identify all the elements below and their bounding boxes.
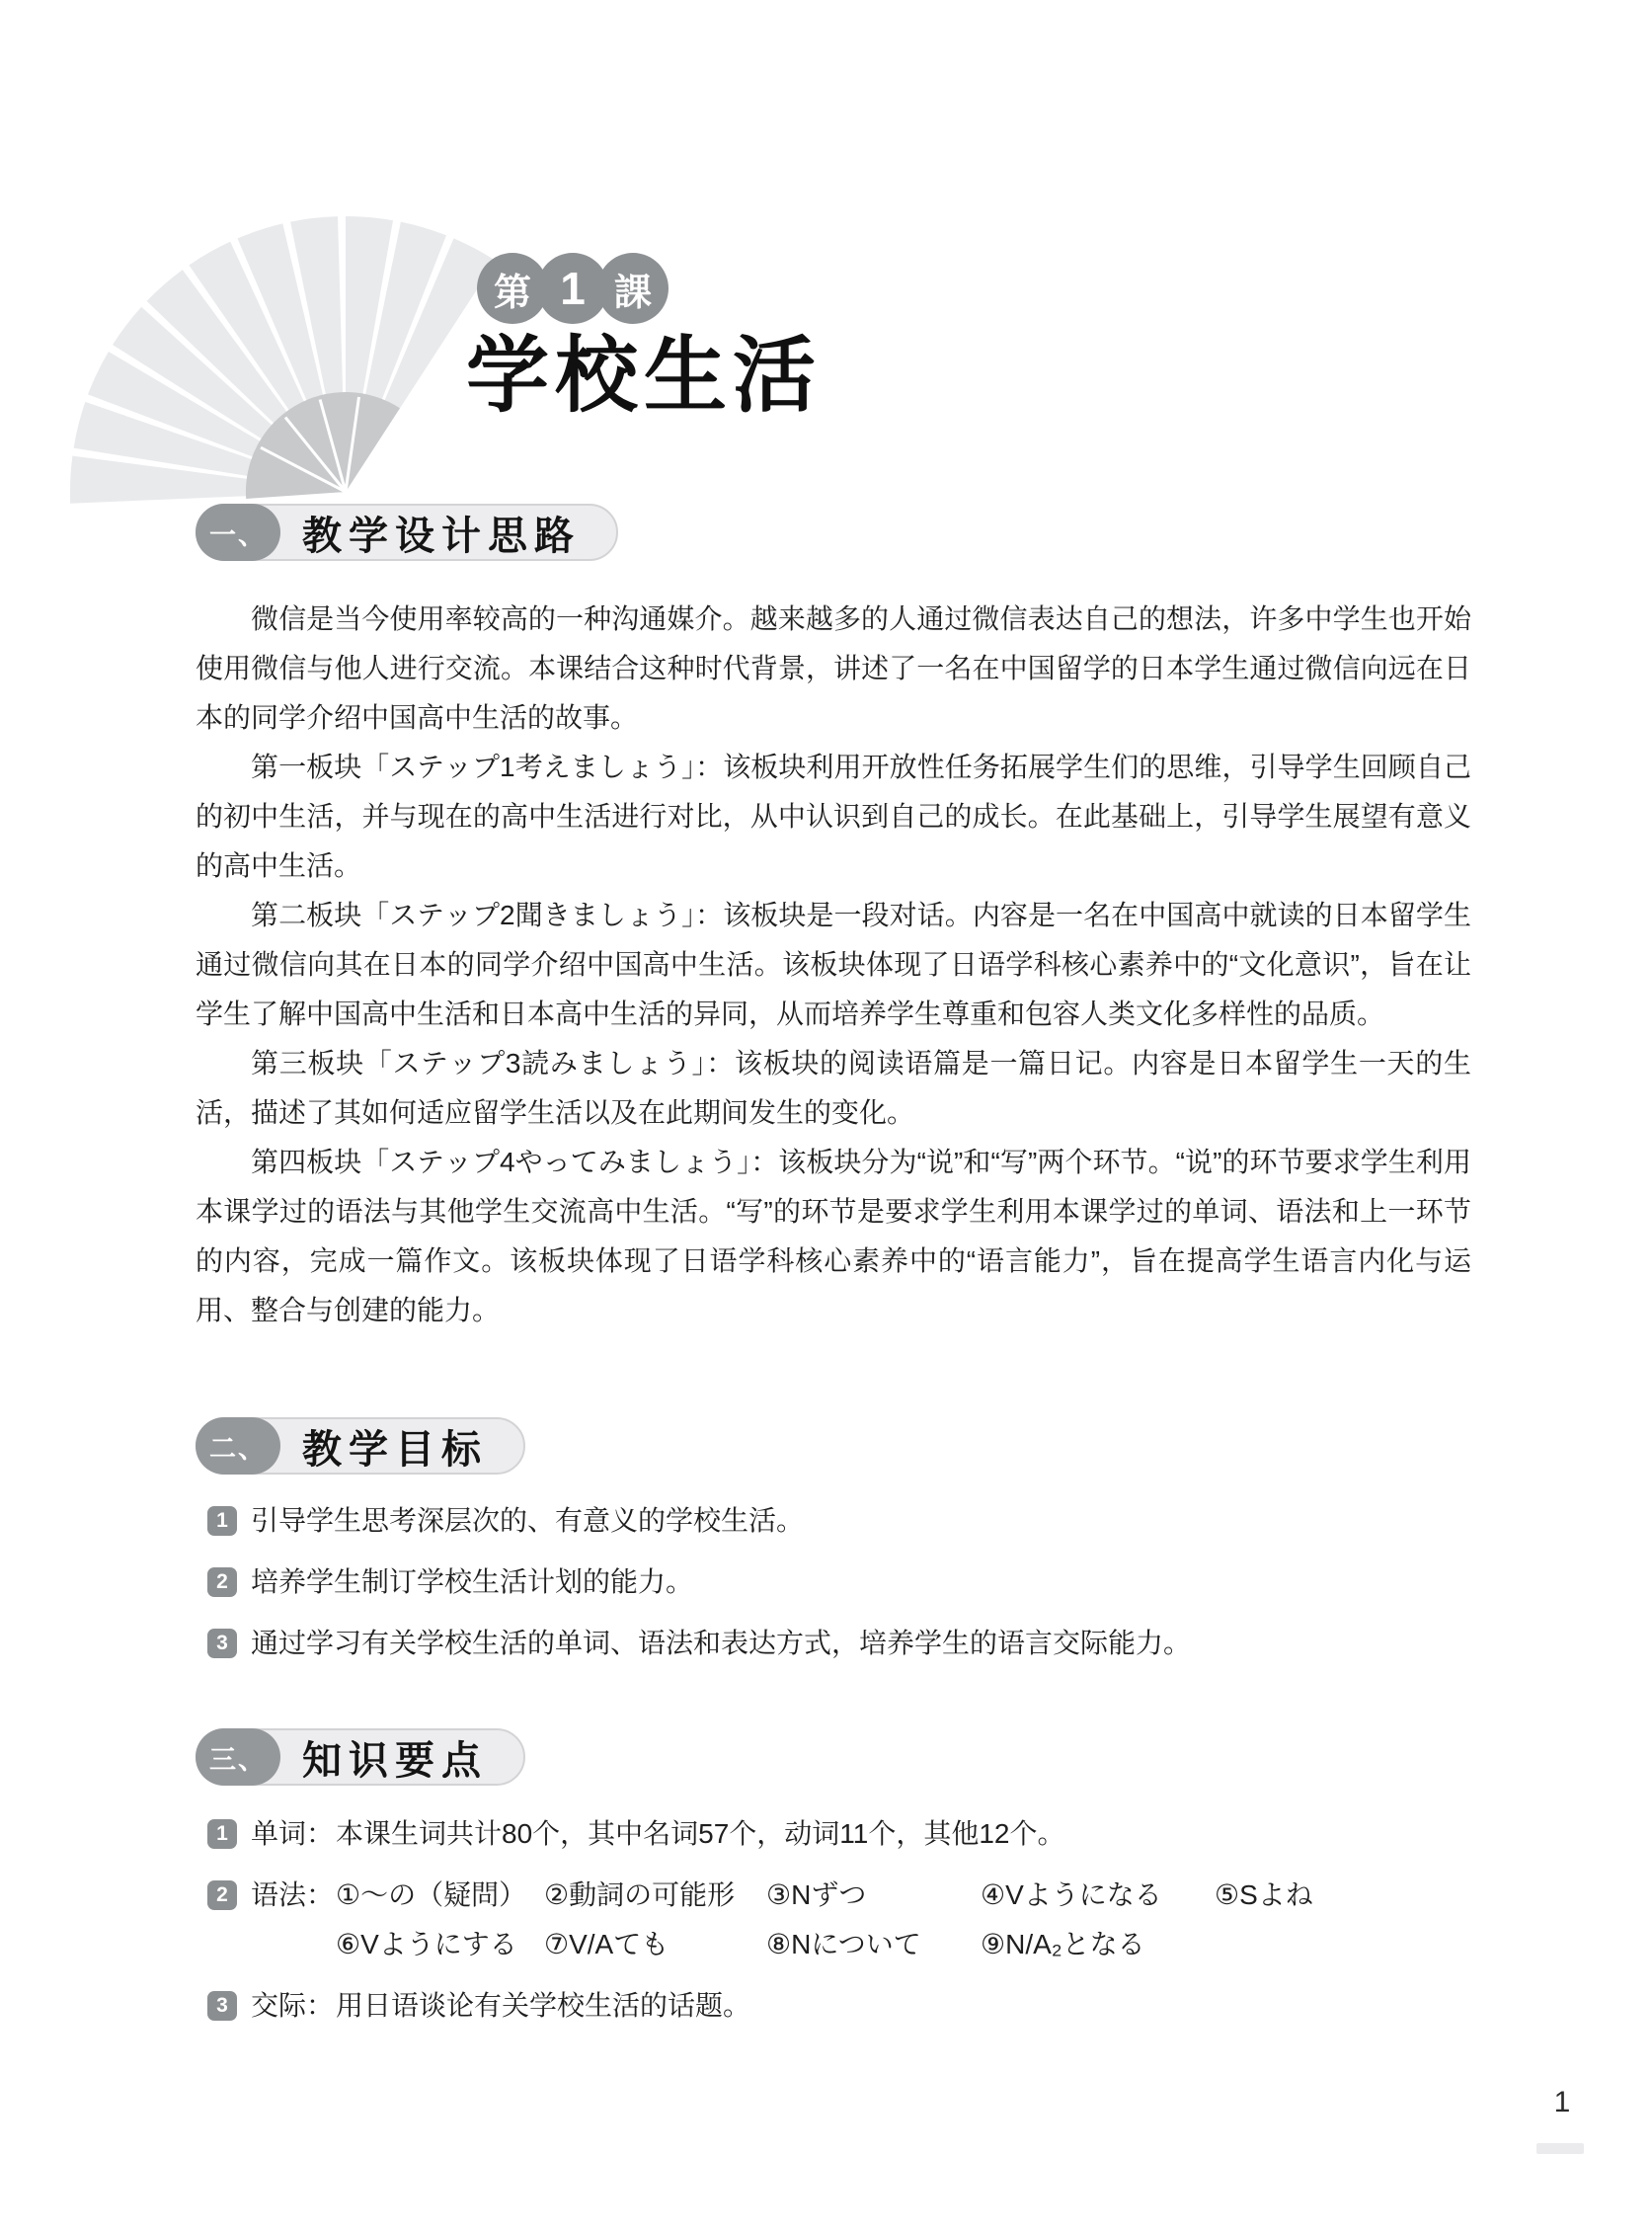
item-number-badge: 3 bbox=[207, 1629, 237, 1658]
paragraph: 第一板块「ステップ1考えましょう」：该板块利用开放性任务拓展学生们的思维，引导学生回顾自己的初中生活，并与现在的高中生活进行对比，从中认识到自己的成长。在此基础上，引导学生展望有意义的高中生活。 bbox=[196, 752, 1471, 881]
knowledge-list bbox=[196, 1809, 1471, 2031]
grammar-point: ④Vようになる bbox=[981, 1879, 1162, 1910]
knowledge-item-communication bbox=[196, 1981, 1471, 2031]
section-title: 教学目标 bbox=[302, 1427, 488, 1472]
objective-text: 通过学习有关学校生活的单词、语法和表达方式，培养学生的语言交际能力。 bbox=[251, 1628, 1192, 1658]
paragraph: 第三板块「ステップ3読みましょう」：该板块的阅读语篇是一篇日记。内容是日本留学生一天的生活，描述了其如何适应留学生活以及在此期间发生的变化。 bbox=[196, 1048, 1471, 1128]
section-number-badge: 一、 bbox=[196, 504, 280, 561]
lesson-badge-circle: 1 bbox=[537, 253, 608, 324]
section-header-knowledge bbox=[196, 1728, 525, 1786]
objective-text: 引导学生思考深层次的、有意义的学校生活。 bbox=[251, 1505, 805, 1536]
objective-text: 培养学生制订学校生活计划的能力。 bbox=[251, 1566, 694, 1597]
section-number-badge: 二、 bbox=[196, 1417, 280, 1475]
section-number-badge: 三、 bbox=[196, 1728, 280, 1786]
knowledge-item-words bbox=[196, 1809, 1471, 1859]
knowledge-item-text: 本课生词共计80个，其中名词57个，动词11个，其他12个。 bbox=[336, 1818, 1065, 1849]
paragraph: 第四板块「ステップ4やってみましょう」：该板块分为“说”和“写”两个环节。“说”的环节要求学生利用本课学过的语法与其他学生交流高中生活。“写”的环节是要求学生利用本课学过的单词、语法和上一环节的内容，完成一篇作文。该板块体现了日语学科核心素养中的“语言能力”，旨在提高学生语言内化与运用、整合与创建的能力。 bbox=[196, 1147, 1471, 1325]
paragraph: 第二板块「ステップ2聞きましょう」：该板块是一段对话。内容是一名在中国高中就读的日本留学生通过微信向其在日本的同学介绍中国高中生活。该板块体现了日语学科核心素养中的“文化意识”，旨在让学生了解中国高中生活和日本高中生活的异同，从而培养学生尊重和包容人类文化多样性的品质。 bbox=[196, 900, 1471, 1029]
page-number: 1 bbox=[1553, 2086, 1571, 2118]
grammar-point: ②動詞の可能形 bbox=[544, 1879, 736, 1910]
grammar-point: ⑦V/Aても bbox=[544, 1929, 669, 1959]
knowledge-item-text: 用日语谈论有关学校生活的话题。 bbox=[336, 1990, 751, 2021]
lesson-badge-circle: 課 bbox=[597, 253, 669, 324]
page-number-bar bbox=[1536, 2143, 1584, 2154]
item-number-badge: 2 bbox=[207, 1567, 237, 1597]
item-number-badge: 2 bbox=[207, 1880, 237, 1910]
knowledge-item-label: 单词： bbox=[251, 1818, 335, 1849]
item-number-badge: 3 bbox=[207, 1991, 237, 2021]
knowledge-item-label: 交际： bbox=[251, 1990, 335, 2021]
objective-item bbox=[196, 1496, 1471, 1546]
grammar-point: ③Nずつ bbox=[766, 1879, 867, 1910]
section-design-paragraphs bbox=[196, 595, 1471, 1335]
lesson-number-badge bbox=[477, 253, 669, 324]
item-number-badge: 1 bbox=[207, 1506, 237, 1536]
objective-item bbox=[196, 1619, 1471, 1668]
section-title: 教学设计思路 bbox=[302, 514, 581, 558]
objective-item bbox=[196, 1557, 1471, 1607]
grammar-point: ①～の（疑問） bbox=[336, 1879, 527, 1910]
page-content bbox=[196, 504, 1471, 2042]
lesson-badge-circle: 第 bbox=[477, 253, 548, 324]
section-header-design bbox=[196, 504, 618, 561]
grammar-row bbox=[336, 1871, 1471, 1920]
paragraph: 微信是当今使用率较高的一种沟通媒介。越来越多的人通过微信表达自己的想法，许多中学生也开始使用微信与他人进行交流。本课结合这种时代背景，讲述了一名在中国留学的日本学生通过微信向远在日本的同学介绍中国高中生活的故事。 bbox=[196, 603, 1471, 733]
knowledge-item-grammar bbox=[196, 1871, 1471, 1969]
item-number-badge: 1 bbox=[207, 1819, 237, 1849]
grammar-points bbox=[336, 1871, 1471, 1969]
grammar-point: ⑥Vようにする bbox=[336, 1929, 517, 1959]
grammar-row bbox=[336, 1920, 1471, 1969]
grammar-point: ⑧Nについて bbox=[766, 1929, 921, 1959]
grammar-point: ⑤Sよね bbox=[1215, 1879, 1313, 1910]
section-title: 知识要点 bbox=[302, 1738, 488, 1783]
lesson-title: 学校生活 bbox=[466, 329, 823, 422]
section-header-objectives bbox=[196, 1417, 525, 1475]
knowledge-item-label: 语法： bbox=[251, 1879, 335, 1910]
objectives-list bbox=[196, 1496, 1471, 1668]
grammar-point: ⑨N/A₂となる bbox=[981, 1929, 1145, 1959]
